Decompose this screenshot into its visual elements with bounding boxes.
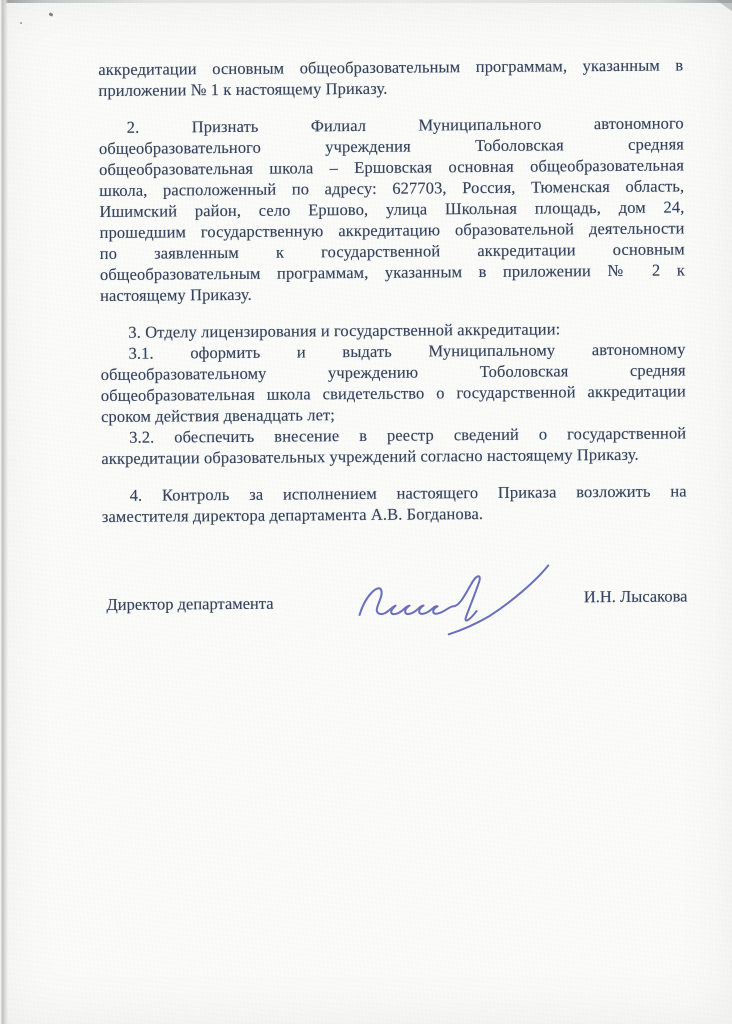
paragraph	[99, 112, 685, 306]
text-line: общеобразовательного учреждения Тоболовская средняя	[98, 134, 684, 159]
text-line: общеобразовательному учреждению Тоболовская средняя	[100, 360, 686, 384]
text-line: 2. Признать Филиал Муниципального автономного	[126, 113, 684, 137]
text-line: 3.2. обеспечить внесение в реестр сведений о государственной	[129, 423, 687, 447]
text-line: прошедшим государственную аккредитацию образовательной деятельности	[99, 218, 685, 243]
text-line: школа, расположенный по адресу: 627703, Россия, Тюменская область,	[99, 176, 685, 201]
text-line: приложении № 1 к настоящему Приказу.	[98, 78, 388, 101]
text-line: 3. Отделу лицензирования и государственной аккредитации:	[128, 319, 561, 342]
paragraph	[98, 54, 683, 101]
scan-speck	[20, 22, 22, 24]
paragraph	[100, 338, 686, 427]
text-line: 3.1. оформить и выдать Муниципальному автономному	[128, 339, 686, 363]
text-line: настоящему Приказу.	[100, 284, 252, 305]
text-line: по заявленным к государственной аккредитации основным	[99, 239, 685, 264]
text-line: 4. Контроль за исполнением настоящего Приказа возложить на	[129, 481, 687, 505]
document-body	[98, 54, 687, 527]
signer-title: Директор департамента	[106, 593, 274, 614]
scan-speck	[49, 12, 54, 17]
page-tilt-wrapper	[98, 54, 687, 623]
scan-edge-left	[0, 0, 8, 1024]
text-line: общеобразовательным программам, указанным в приложении № 2 к	[99, 260, 685, 285]
scan-edge-top	[0, 0, 732, 3]
signature-scribble-icon	[345, 559, 568, 643]
scan-corner-shadow	[716, 0, 732, 11]
text-line: аккредитации основным общеобразовательным программам, указанным в	[98, 55, 684, 80]
paragraph	[101, 422, 686, 469]
text-line: общеобразовательная школа свидетельство о государственной аккредитации	[100, 381, 686, 405]
paragraph	[102, 480, 687, 527]
text-line: заместителя директора департамента А.В. Богданова.	[101, 503, 484, 526]
text-line: Ишимский район, село Ершово, улица Школьная площадь, дом 24,	[99, 197, 685, 222]
text-line: сроком действия двенадцать лет;	[100, 405, 336, 426]
text-line: аккредитации образовательных учреждений согласно настоящему Приказу.	[101, 444, 639, 468]
signature-block	[102, 574, 687, 623]
text-line: общеобразовательная школа – Ершовская основная общеобразовательная	[99, 155, 685, 180]
signer-name: И.Н. Лысакова	[583, 586, 688, 607]
